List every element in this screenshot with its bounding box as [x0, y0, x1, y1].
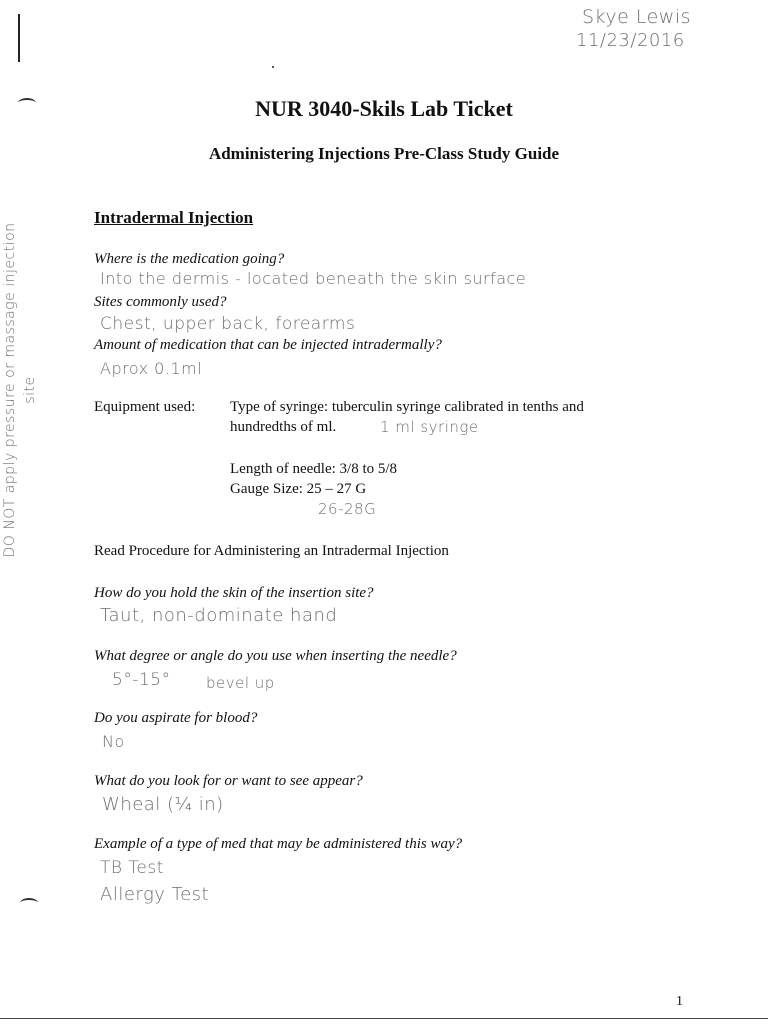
- question-aspirate: Do you aspirate for blood?: [94, 710, 258, 726]
- question-medication-destination: Where is the medication going?: [94, 251, 285, 267]
- answer-sites: Chest, upper back, forearms: [100, 314, 356, 334]
- needle-length: Length of needle: 3/8 to 5/8: [230, 461, 398, 477]
- question-amount: Amount of medication that can be injected intradermally?: [94, 337, 442, 353]
- question-hold-skin: How do you hold the skin of the insertion site?: [94, 585, 374, 601]
- answer-angle: 5°-15°: [112, 670, 171, 690]
- gauge-size: Gauge Size: 25 – 27 G: [230, 481, 367, 497]
- scan-dot: [272, 66, 274, 68]
- section-heading: Intradermal Injection: [94, 208, 254, 227]
- scan-mark-left-bar: [18, 14, 20, 62]
- answer-med-example-2: Allergy Test: [100, 884, 210, 905]
- answer-look-for: Wheal (¼ in): [102, 794, 224, 815]
- procedure-heading: Read Procedure for Administering an Intradermal Injection: [94, 543, 449, 559]
- answer-medication-destination: Into the dermis - located beneath the skin surface: [100, 269, 527, 288]
- answer-amount: Aprox 0.1ml: [100, 359, 203, 378]
- scan-mark-arc-bottom: [20, 898, 38, 908]
- page-number: 1: [676, 994, 683, 1009]
- answer-hold-skin: Taut, non-dominate hand: [100, 605, 338, 626]
- answer-aspirate: No: [102, 732, 125, 751]
- page-bottom-edge: [0, 1018, 768, 1019]
- syringe-note: 1 ml syringe: [380, 418, 479, 436]
- question-look-for: What do you look for or want to see appear?: [94, 773, 363, 789]
- syringe-type-line1: Type of syringe: tuberculin syringe calibrated in tenths and: [230, 399, 584, 415]
- answer-med-example-1: TB Test: [100, 858, 164, 878]
- page-title: NUR 3040-Skils Lab Ticket: [255, 96, 513, 121]
- syringe-type-line2: hundredths of ml.: [230, 419, 337, 435]
- margin-note: DO NOT apply pressure or massage injection site: [2, 222, 38, 558]
- gauge-note: 26-28G: [318, 500, 377, 518]
- answer-bevel: bevel up: [206, 674, 275, 692]
- student-date: 11/23/2016: [576, 30, 685, 51]
- equipment-label: Equipment used:: [94, 399, 196, 415]
- page-subtitle: Administering Injections Pre-Class Study Guide: [208, 144, 560, 163]
- question-med-example: Example of a type of med that may be administered this way?: [94, 836, 463, 852]
- student-name: Skye Lewis: [582, 6, 692, 28]
- question-angle: What degree or angle do you use when inserting the needle?: [94, 648, 457, 664]
- question-sites: Sites commonly used?: [94, 294, 227, 310]
